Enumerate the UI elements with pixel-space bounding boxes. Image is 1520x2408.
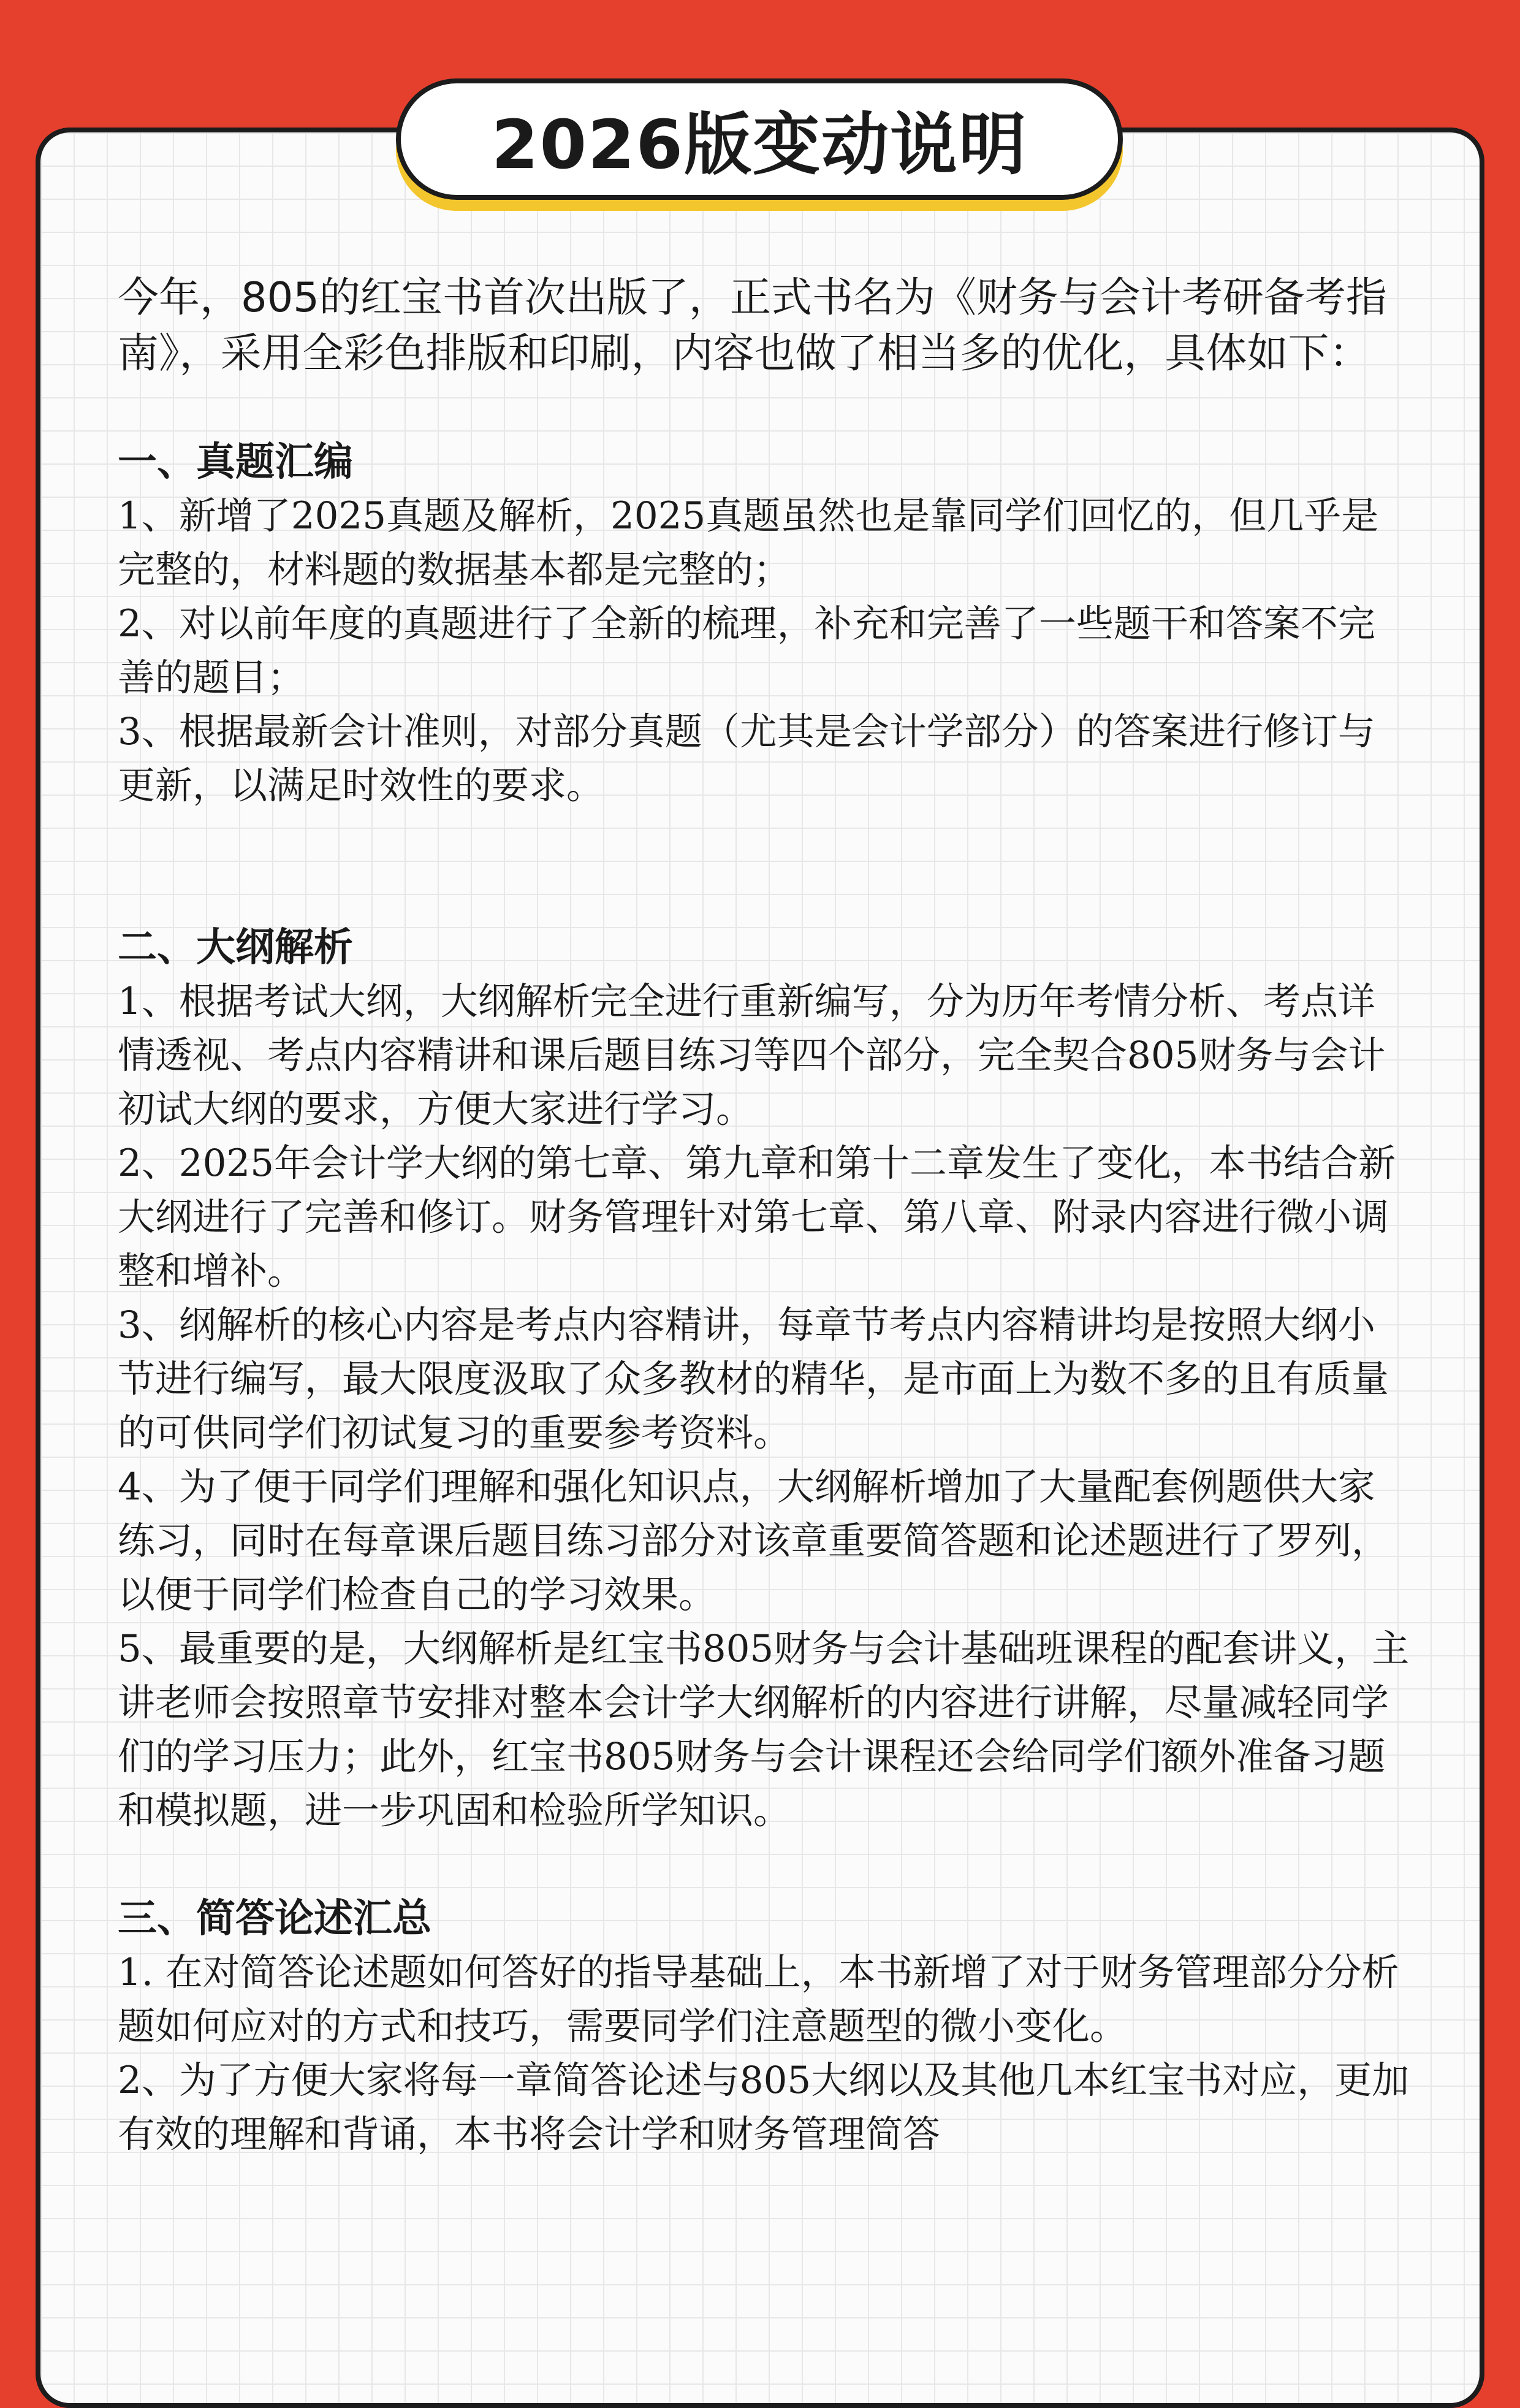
section-short-answer-summary xyxy=(118,1892,1411,2162)
section-heading: 二、大纲解析 xyxy=(118,925,353,970)
title-badge xyxy=(396,78,1123,200)
list-item: 1. 在对简答论述题如何答好的指导基础上，本书新增了对于财务管理部分分析题如何应对的方式和技巧，需要同学们注意题型的微小变化。 xyxy=(118,1951,1399,2048)
list-item: 3、根据最新会计准则，对部分真题（尤其是会计学部分）的答案进行修订与更新，以满足时效性的要求。 xyxy=(118,710,1375,807)
list-item: 2、为了方便大家将每一章简答论述与805大纲以及其他几本红宝书对应，更加有效的理解和背诵，本书将会计学和财务管理简答 xyxy=(118,2059,1410,2156)
list-item: 4、为了便于同学们理解和强化知识点，大纲解析增加了大量配套例题供大家练习，同时在每章课后题目练习部分对该章重要简答题和论述题进行了罗列，以便于同学们检查自己的学习效果。 xyxy=(118,1465,1389,1617)
section-heading: 三、简答论述汇总 xyxy=(118,1896,431,1941)
list-item: 2、2025年会计学大纲的第七章、第九章和第十二章发生了变化，本书结合新大纲进行了完善和修订。财务管理针对第七章、第八章、附录内容进行微小调整和增补。 xyxy=(118,1141,1396,1293)
list-item: 1、根据考试大纲，大纲解析完全进行重新编写，分为历年考情分析、考点详情透视、考点内容精讲和课后题目练习等四个部分，完全契合805财务与会计初试大纲的要求，方便大家进行学习。 xyxy=(118,980,1386,1131)
section-syllabus-analysis xyxy=(118,921,1411,1838)
intro-paragraph: 今年，805的红宝书首次出版了，正式书名为《财务与会计考研备考指南》，采用全彩色排版和印刷，内容也做了相当多的优化，具体如下： xyxy=(118,273,1387,377)
section-heading: 一、真题汇编 xyxy=(118,440,353,485)
spacer xyxy=(118,1838,1411,1892)
list-item: 2、对以前年度的真题进行了全新的梳理，补充和完善了一些题干和答案不完善的题目； xyxy=(118,602,1375,699)
document-body xyxy=(118,270,1411,2162)
list-item: 3、纲解析的核心内容是考点内容精讲，每章节考点内容精讲均是按照大纲小节进行编写，最大限度汲取了众多教材的精华，是市面上为数不多的且有质量的可供同学们初试复习的重要参考资料。 xyxy=(118,1303,1389,1455)
spacer xyxy=(118,381,1411,435)
spacer xyxy=(118,813,1411,921)
list-item: 1、新增了2025真题及解析，2025真题虽然也是靠同学们回忆的，但几乎是完整的，材料题的数据基本都是完整的； xyxy=(118,494,1379,592)
list-item: 5、最重要的是，大纲解析是红宝书805财务与会计基础班课程的配套讲义，主讲老师会按照章节安排对整本会计学大纲解析的内容进行讲解，尽量减轻同学们的学习压力；此外，红宝书805财务与会计课程还会给同学们额外准备习题和模拟题，进一步巩固和检验所学知识。 xyxy=(118,1627,1410,1832)
page-title: 2026版变动说明 xyxy=(491,105,1028,184)
section-exam-compilation xyxy=(118,435,1411,813)
